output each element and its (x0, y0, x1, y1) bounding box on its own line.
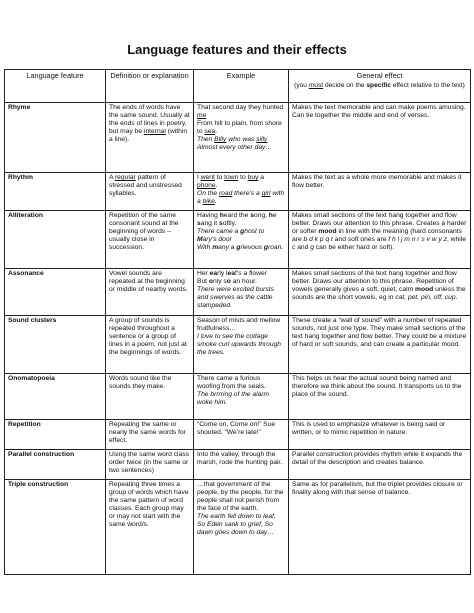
table-row (5, 480, 471, 575)
definition-assonance: Vowel sounds are repeated at the beginning or middle of nearby words. (106, 269, 194, 316)
table-row (5, 374, 471, 420)
definition-rhythm: A regular pattern of stressed and unstressed syllables. (106, 173, 194, 211)
effect-sound-clusters: These create a “wall of sound” with a number of repeated sounds, not just one type. They make small sections of the text hang together and flow better. They could be a mixture of hard or soft sounds, and can create a particular mood. (289, 316, 471, 374)
definition-triple-construction: Repeating three times a group of words which have the same pattern of word classes. Each group may or may not start with the same word/s. (106, 480, 194, 575)
effect-assonance: Makes small sections of the text hang together and flow better. Draws our attention to this phrase. Repetition of vowels generally gives a soft, quiet, calm mood unless the sounds are the short vowels, eg in cat, pet, pin, off, cup. (289, 269, 471, 316)
table-row (5, 173, 471, 211)
language-features-table (4, 69, 471, 575)
feature-onomatopoeia: Onomatopoeia (5, 374, 106, 420)
effect-rhythm: Makes the text as a whole more memorable and makes it flow better. (289, 173, 471, 211)
example-repetition: “Come on, Come on!” Sue shouted. “We’re late!” (194, 420, 289, 450)
header-feature: Language feature (5, 70, 106, 103)
effect-onomatopoeia: This helps us hear the actual sound being named and therefore we think about the sound. It transports us to the place of the sound. (289, 374, 471, 420)
example-rhyme: That second day they hunted me From hill to plain, from shore to sea. Then Billy who was silly Almost every other day… (194, 103, 289, 173)
feature-alliteration: Alliteration (5, 211, 106, 269)
definition-rhyme: The ends of words have the same sound. Usually at the ends of lines in poetry, but may be internal (within a line). (106, 103, 194, 173)
table-row (5, 211, 471, 269)
effect-rhyme: Makes the text memorable and can make poems amusing. Can tie together the middle and end of verses. (289, 103, 471, 173)
effect-repetition: This is used to emphasize whatever is being said or written, or to mimic repetition in nature. (289, 420, 471, 450)
example-rhythm: I went to town to buy a phone. On the road there’s a girl with a bike. (194, 173, 289, 211)
example-parallel-construction: Into the valley, through the marsh, rode the hunting pair. (194, 450, 289, 480)
table-row (5, 316, 471, 374)
table-row (5, 450, 471, 480)
table-row (5, 269, 471, 316)
header-effect-note: (you must decide on the specific effect relative to the text) (294, 81, 465, 89)
definition-sound-clusters: A group of sounds is repeated throughout a sentence or a group of lines in a poem, not just at the beginnings of words. (106, 316, 194, 374)
example-alliteration: Having heard the song, he sang it softly. There came a ghost to Mary’s door With many a grievous groan. (194, 211, 289, 269)
example-assonance: Her early leaf’s a flower But only so an hour. There were excited bursts and swerves as the cattle stampeded. (194, 269, 289, 316)
effect-parallel-construction: Parallel construction provides rhythm while it expands the detail of the description and creates balance. (289, 450, 471, 480)
feature-triple-construction: Triple construction (5, 480, 106, 575)
feature-assonance: Assonance (5, 269, 106, 316)
feature-parallel-construction: Parallel construction (5, 450, 106, 480)
table-row (5, 103, 471, 173)
example-sound-clusters: Season of mists and mellow fruitfulness… I love to see the cottage smoke curl upwards through the trees. (194, 316, 289, 374)
feature-rhyme: Rhyme (5, 103, 106, 173)
effect-alliteration: Makes small sections of the text hang together and flow better. Draws our attention to this phrase. Creates a harder or softer mood in line with the meaning (hard consonants are b d k p q t and soft ones are f h l j m n r s v w y z, while c and g can be either hard or soft). (289, 211, 471, 269)
definition-onomatopoeia: Words sound like the sounds they make. (106, 374, 194, 420)
feature-repetition: Repetition (5, 420, 106, 450)
header-effect (289, 70, 471, 103)
header-example: Example (194, 70, 289, 103)
definition-repetition: Repeating the same or nearly the same words for effect. (106, 420, 194, 450)
header-effect-title: General effect (356, 71, 403, 80)
definition-parallel-construction: Using the same word class order twice (in the same or two sentences) (106, 450, 194, 480)
table-header-row (5, 70, 471, 103)
effect-triple-construction: Same as for parallelism, but the triplet provides closure or finality along with that sense of balance. (289, 480, 471, 575)
table-row (5, 420, 471, 450)
example-triple-construction: …that government of the people, by the people, for the people shall not perish from the face of the earth. The earth fell down to leaf, So Eden sank to grief, So dawn goes down to day… (194, 480, 289, 575)
definition-alliteration: Repetition of the same consonant sound at the beginning of words – usually close in succession. (106, 211, 194, 269)
feature-sound-clusters: Sound clusters (5, 316, 106, 374)
feature-rhythm: Rhythm (5, 173, 106, 211)
header-definition: Definition or explanation (106, 70, 194, 103)
page-title: Language features and their effects (127, 42, 347, 57)
example-onomatopoeia: There came a furious woofing from the seals. The brrrring of the alarm woke him. (194, 374, 289, 420)
